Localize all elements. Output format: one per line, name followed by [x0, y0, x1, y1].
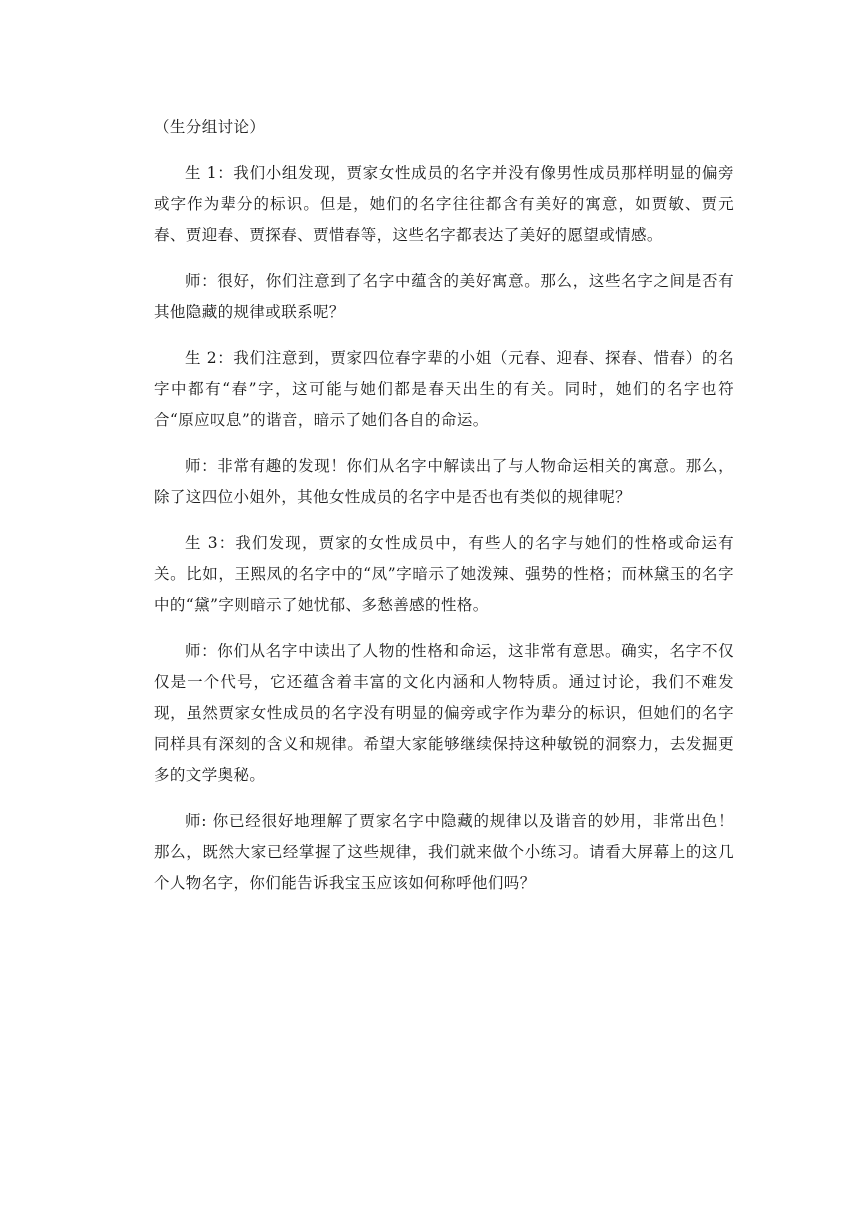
paragraph-teacher-4: 师: 你已经很好地理解了贾家名字中隐藏的规律以及谐音的妙用，非常出色！那么，既然大家已经掌握了这些规律，我们就来做个小练习。请看大屏幕上的这几个人物名字，你们能告诉我宝玉应该如何称呼他们吗？ [154, 812, 734, 892]
paragraph-stage-direction: （生分组讨论） [154, 118, 266, 136]
paragraph-teacher-2: 师：非常有趣的发现！你们从名字中解读出了与人物命运相关的寓意。那么，除了这四位小姐外，其他女性成员的名字中是否也有类似的规律呢？ [154, 457, 734, 506]
paragraph-teacher-1: 师：很好，你们注意到了名字中蕴含的美好寓意。那么，这些名字之间是否有其他隐藏的规律或联系呢？ [154, 272, 734, 321]
paragraph-student-2: 生 2：我们注意到，贾家四位春字辈的小姐（元春、迎春、探春、惜春）的名字中都有“春”字，这可能与她们都是春天出生的有关。同时，她们的名字也符合“原应叹息”的谐音，暗示了她们各自的命运。 [154, 349, 734, 429]
paragraph-student-1: 生 1：我们小组发现，贾家女性成员的名字并没有像男性成员那样明显的偏旁或字作为辈分的标识。但是，她们的名字往往都含有美好的寓意，如贾敏、贾元春、贾迎春、贾探春、贾惜春等，这些名字都表达了美好的愿望或情感。 [154, 164, 734, 244]
paragraph-student-3: 生 3：我们发现，贾家的女性成员中，有些人的名字与她们的性格或命运有关。比如，王熙凤的名字中的“凤”字暗示了她泼辣、强势的性格；而林黛玉的名字中的“黛”字则暗示了她忧郁、多愁善感的性格。 [154, 534, 734, 614]
document-body [154, 112, 734, 914]
paragraph-teacher-3: 师：你们从名字中读出了人物的性格和命运，这非常有意思。确实，名字不仅仅是一个代号，它还蕴含着丰富的文化内涵和人物特质。通过讨论，我们不难发现，虽然贾家女性成员的名字没有明显的偏旁或字作为辈分的标识，但她们的名字同样具有深刻的含义和规律。希望大家能够继续保持这种敏锐的洞察力，去发掘更多的文学奥秘。 [154, 642, 734, 784]
